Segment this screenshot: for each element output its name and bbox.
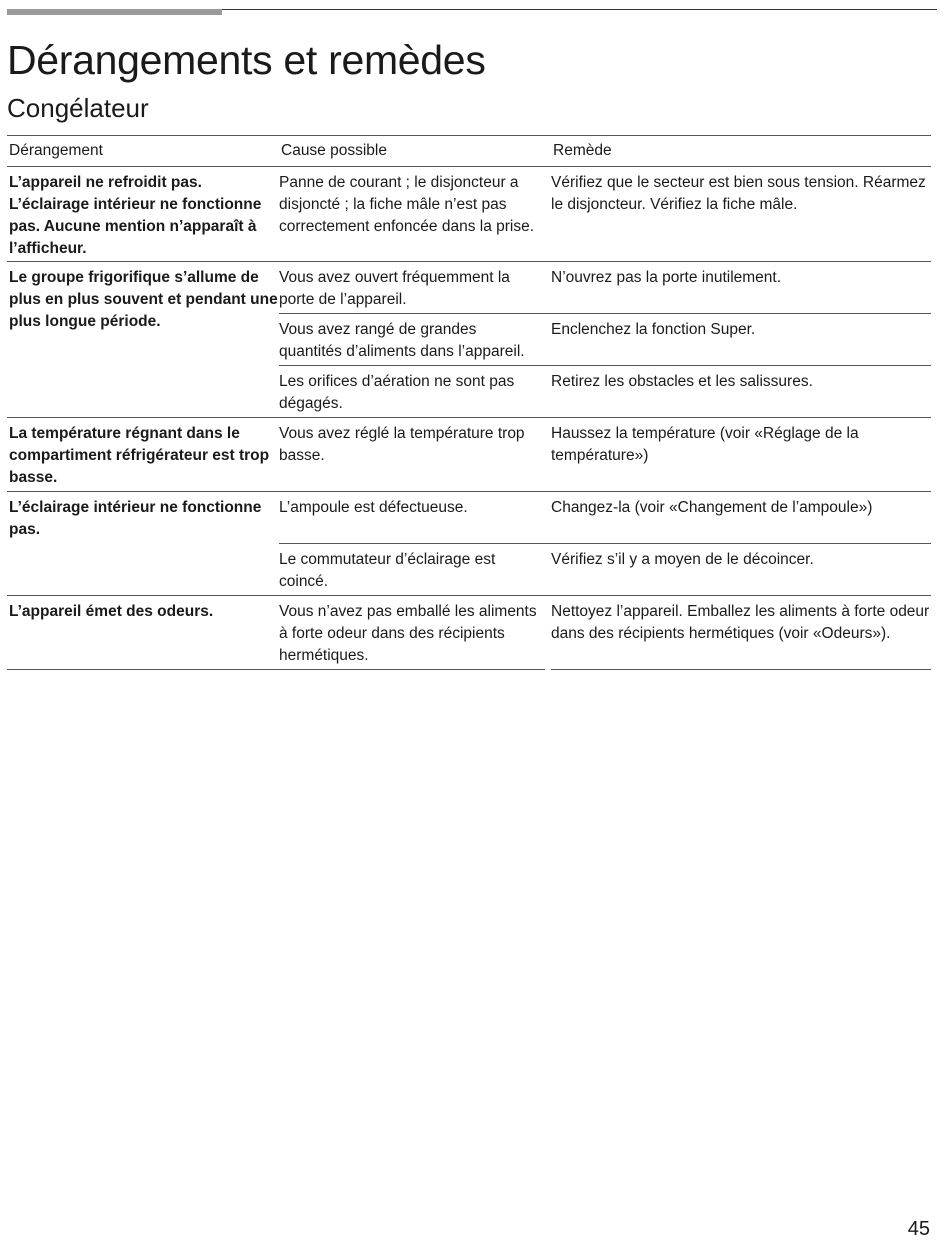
- problem-cell: Le groupe frigorifique s’allume de plus en plus souvent et pendant une plus longue période.: [9, 269, 278, 330]
- remedy-cell: Vérifiez s’il y a moyen de le décoincer.: [551, 551, 814, 568]
- section-subtitle: Congélateur: [7, 93, 149, 123]
- remedy-cell: Nettoyez l’appareil. Emballez les aliments à forte odeur dans des récipients hermétiques (voir «Odeurs»).: [551, 603, 930, 642]
- remedy-cell: Haussez la température (voir «Réglage de la température»): [551, 425, 859, 464]
- table-row: [7, 596, 931, 670]
- cause-cell: Vous avez réglé la température trop basse.: [279, 418, 551, 473]
- header-problem: Dérangement: [9, 142, 103, 159]
- cause-cell: Vous avez rangé de grandes quantités d’aliments dans l’appareil.: [279, 314, 551, 365]
- remedy-cell: N’ouvrez pas la porte inutilement.: [551, 269, 782, 286]
- cause-remedy-row: [279, 543, 931, 595]
- cause-cell: L’ampoule est défectueuse.: [279, 492, 551, 543]
- remedy-cell: Changez-la (voir «Changement de l’ampoule»): [551, 499, 873, 516]
- cause-cell: Panne de courant ; le disjoncteur a disjoncté ; la fiche mâle n’est pas correctement enfoncée dans la prise.: [279, 167, 551, 244]
- table-row: [7, 492, 931, 596]
- cause-remedy-row: [279, 365, 931, 417]
- section-marker-bar: [7, 9, 222, 15]
- cause-cell: Vous avez ouvert fréquemment la porte de l’appareil.: [279, 262, 551, 313]
- cause-remedy-row: [279, 418, 931, 473]
- problem-cell: La température régnant dans le compartiment réfrigérateur est trop basse.: [9, 425, 270, 486]
- cause-cell: Vous n’avez pas emballé les aliments à forte odeur dans des récipients hermétiques.: [279, 596, 551, 673]
- problem-cell: L’appareil émet des odeurs.: [9, 603, 214, 620]
- table-row: [7, 167, 931, 262]
- table-row: [7, 418, 931, 492]
- cause-cell: Le commutateur d’éclairage est coincé.: [279, 544, 551, 595]
- cause-remedy-row: [279, 492, 931, 543]
- table-row: [7, 262, 931, 418]
- header-cause: Cause possible: [281, 142, 387, 159]
- cause-remedy-row: [279, 313, 931, 365]
- page-number: 45: [907, 1218, 930, 1240]
- cause-remedy-row: [279, 262, 931, 313]
- cause-cell: Les orifices d’aération ne sont pas dégagés.: [279, 366, 551, 417]
- remedy-cell: Retirez les obstacles et les salissures.: [551, 373, 813, 390]
- problem-cell: L’appareil ne refroidit pas. L’éclairage intérieur ne fonctionne pas. Aucune mention n’apparaît à l’afficheur.: [9, 174, 262, 257]
- table-header-row: [7, 135, 931, 167]
- remedy-cell: Vérifiez que le secteur est bien sous tension. Réarmez le disjoncteur. Vérifiez la fiche mâle.: [551, 174, 926, 213]
- troubleshooting-table: [7, 135, 931, 670]
- header-remedy: Remède: [553, 142, 612, 159]
- remedy-cell: Enclenchez la fonction Super.: [551, 321, 756, 338]
- page-title: Dérangements et remèdes: [7, 37, 486, 83]
- problem-cell: L’éclairage intérieur ne fonctionne pas.: [9, 499, 262, 538]
- cause-remedy-row: [279, 596, 931, 673]
- cause-remedy-row: [279, 167, 931, 244]
